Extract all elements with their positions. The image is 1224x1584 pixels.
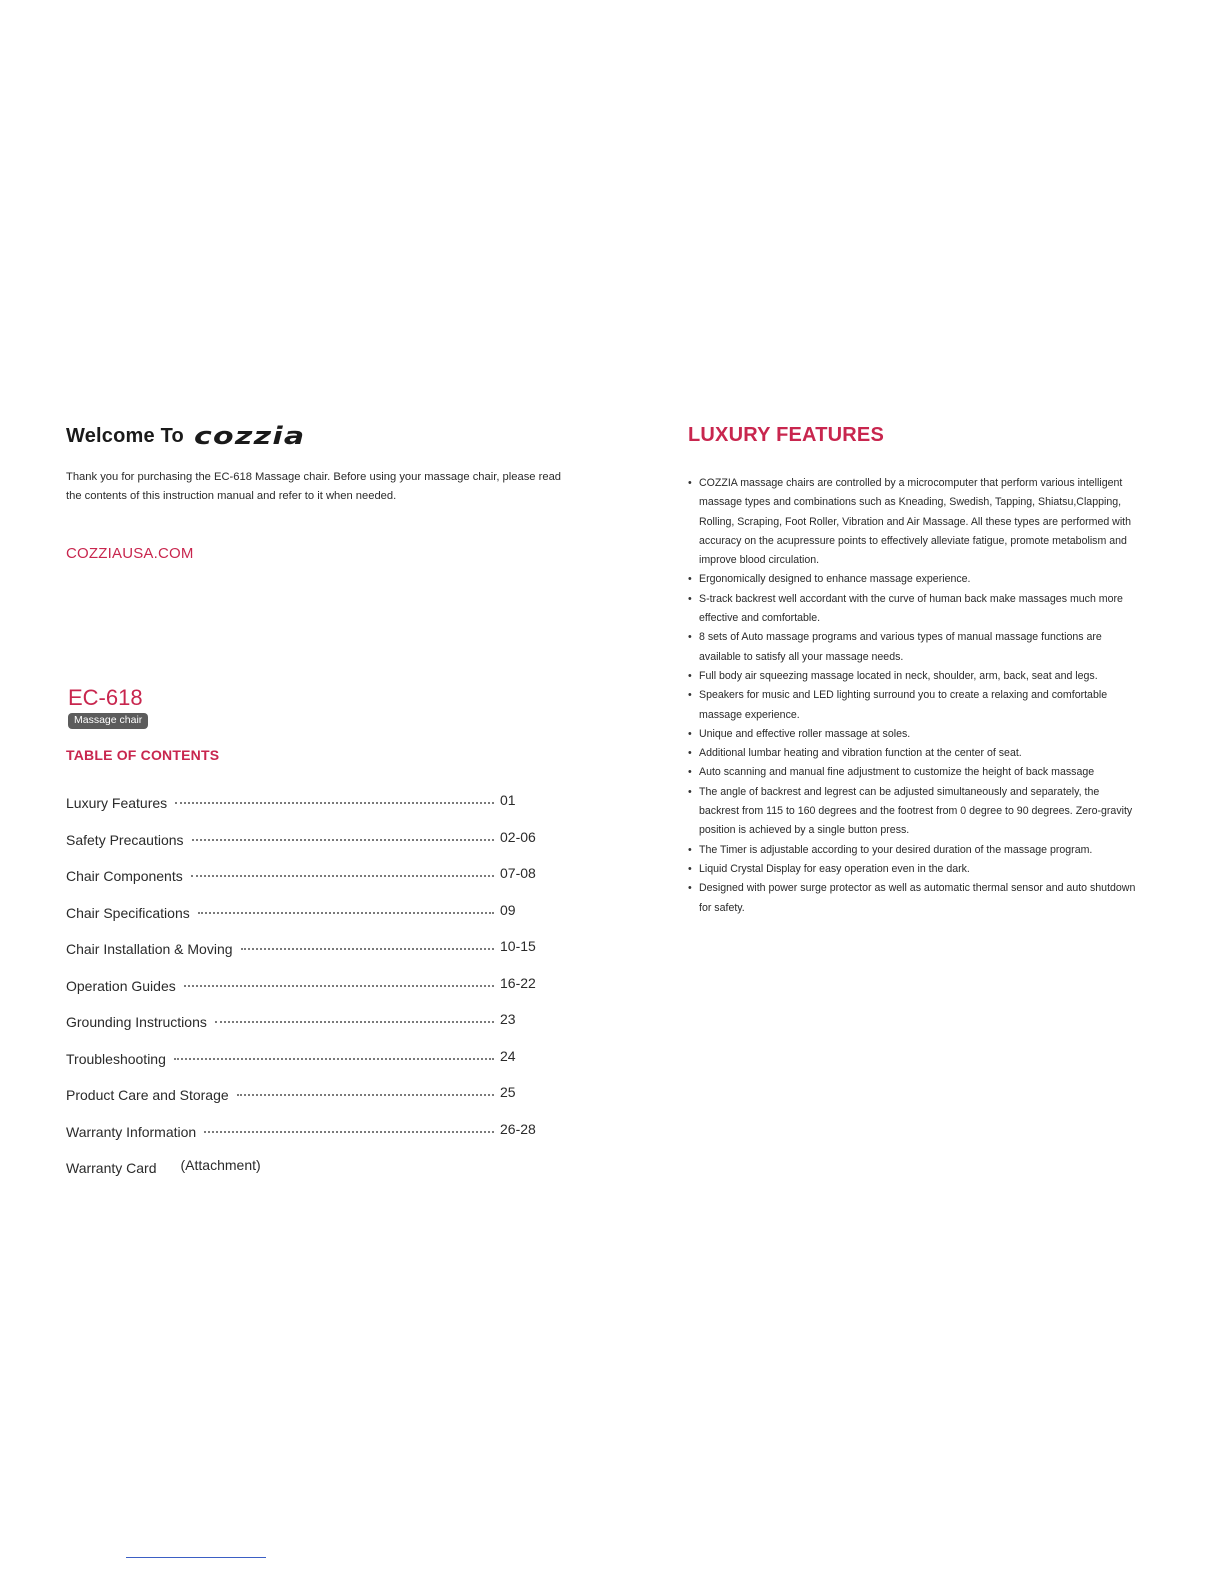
cozzia-logo: cozzia [193, 422, 306, 450]
feature-item: • Speakers for music and LED lighting surround you to create a relaxing and comfortable massage experience. [688, 686, 1138, 725]
toc-leader-dots [175, 792, 494, 804]
model-name: EC-618 [68, 685, 143, 710]
toc-label: Chair Specifications [66, 904, 190, 921]
toc-row[interactable] [66, 792, 542, 829]
toc-leader-dots [215, 1011, 494, 1023]
toc-label: Chair Components [66, 868, 183, 884]
toc-label: Chair Installation & Moving [66, 941, 233, 957]
feature-item: • The angle of backrest and legrest can be adjusted simultaneously and separately, the backrest from 115 to 160 degrees and the footrest from 0 degree to 90 degrees. Zero-gravity position is achieved by a single button press. [688, 783, 1138, 841]
feature-item: • Auto scanning and manual fine adjustment to customize the height of back massage [688, 763, 1138, 782]
toc-row[interactable] [66, 1121, 542, 1158]
toc-page: 25 [500, 1084, 516, 1100]
toc-leader-dots [204, 1121, 494, 1133]
welcome-text: Welcome To [66, 424, 184, 447]
toc-row[interactable] [66, 1048, 542, 1085]
toc-leader-dots [174, 1048, 494, 1060]
toc-title: TABLE OF CONTENTS [66, 747, 220, 763]
features-title: LUXURY FEATURES [688, 424, 884, 446]
welcome-heading [66, 422, 306, 450]
website-link[interactable]: COZZIAUSA.COM [66, 545, 194, 562]
toc-leader-dots [192, 829, 494, 841]
feature-item: • 8 sets of Auto massage programs and various types of manual massage functions are available to satisfy all your massage needs. [688, 628, 1138, 667]
feature-item: • S-track backrest well accordant with the curve of human back make massages much more effective and comfortable. [688, 590, 1138, 629]
toc-page: 23 [500, 1011, 516, 1027]
toc-attachment-note: (Attachment) [180, 1157, 261, 1173]
toc-leader-dots [198, 902, 494, 914]
toc-page: 24 [500, 1047, 516, 1064]
toc-row[interactable] [66, 829, 542, 866]
feature-item: • Liquid Crystal Display for easy operation even in the dark. [688, 860, 1138, 879]
toc-row[interactable] [66, 1011, 542, 1048]
feature-item: • Designed with power surge protector as well as automatic thermal sensor and auto shutdown for safety. [688, 879, 1138, 918]
toc-page: 02-06 [500, 828, 536, 845]
toc-row[interactable] [66, 975, 542, 1012]
table-of-contents [66, 792, 542, 1194]
toc-page: 16-22 [500, 974, 536, 991]
features-list [688, 474, 1138, 918]
toc-row[interactable] [66, 902, 542, 939]
toc-leader-dots [184, 975, 494, 987]
toc-label: Warranty Information [66, 1123, 197, 1140]
toc-label: Operation Guides [66, 977, 176, 994]
feature-item: • Unique and effective roller massage at soles. [688, 725, 1138, 744]
toc-page: 26-28 [500, 1120, 536, 1137]
intro-paragraph: Thank you for purchasing the EC-618 Massage chair. Before using your massage chair, please read the contents of this instruction manual and refer to it when needed. [66, 471, 562, 502]
toc-label: Product Care and Storage [66, 1087, 229, 1103]
model-tag-badge: Massage chair [68, 713, 148, 729]
feature-item: • Additional lumbar heating and vibration function at the center of seat. [688, 744, 1138, 763]
toc-leader-dots [191, 865, 494, 877]
footer-divider [126, 1557, 266, 1558]
feature-item: • The Timer is adjustable according to your desired duration of the massage program. [688, 841, 1138, 860]
toc-row[interactable] [66, 865, 542, 902]
feature-item: • Full body air squeezing massage located in neck, shoulder, arm, back, seat and legs. [688, 667, 1138, 686]
toc-row-warranty-card[interactable] [66, 1157, 542, 1194]
toc-row[interactable] [66, 938, 542, 975]
toc-label: Luxury Features [66, 795, 168, 811]
toc-page: 09 [500, 901, 516, 918]
toc-label: Grounding Instructions [66, 1014, 207, 1030]
toc-page: 10-15 [500, 938, 536, 954]
toc-page: 07-08 [500, 865, 536, 881]
toc-leader-dots [237, 1084, 494, 1096]
toc-row[interactable] [66, 1084, 542, 1121]
toc-page: 01 [500, 792, 516, 808]
toc-label: Warranty Card [66, 1160, 157, 1176]
feature-item: • COZZIA massage chairs are controlled by a microcomputer that perform various intelligent massage types and combinations such as Kneading, Swedish, Tapping, Shiatsu,Clapping, Rolling, Scraping, Foot Roller, Vibration and Air Massage. All these types are performed with accuracy on the acupressure points to effectively alleviate fatigue, promote metabolism and improve blood circulation. [688, 474, 1138, 570]
toc-label: Safety Precautions [66, 831, 184, 848]
feature-item: • Ergonomically designed to enhance massage experience. [688, 570, 1138, 589]
toc-label: Troubleshooting [66, 1050, 166, 1067]
toc-leader-dots [241, 938, 494, 950]
